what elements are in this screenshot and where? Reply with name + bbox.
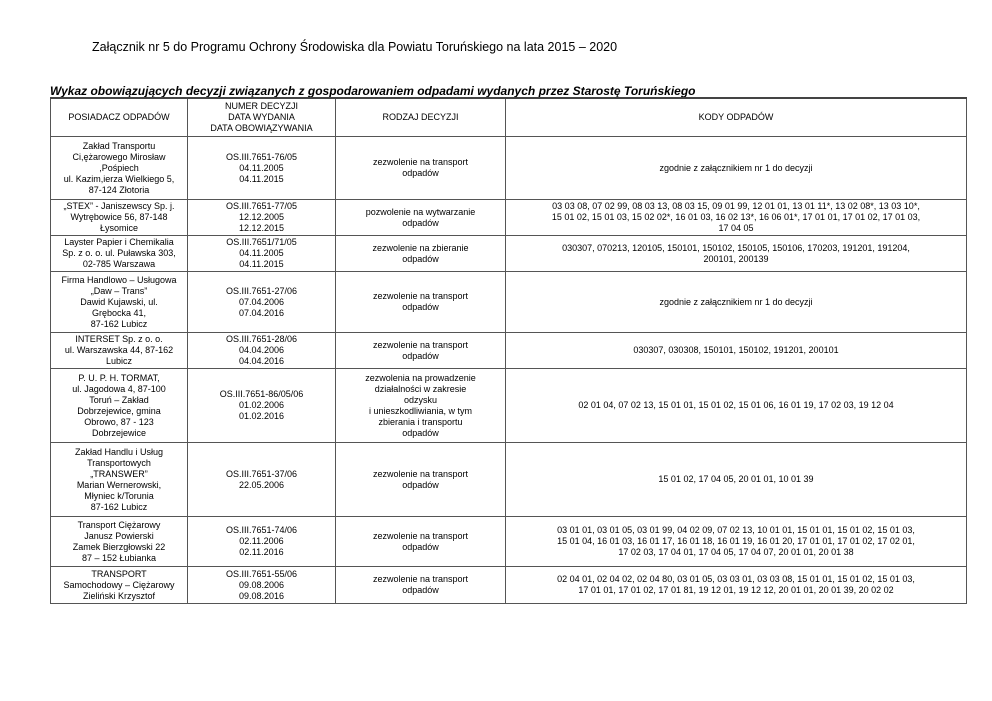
table-row (51, 443, 967, 517)
cell-number: OS.III.7651-28/06 04.04.2006 04.04.2016 (188, 333, 336, 369)
cell-holder: INTERSET Sp. z o. o. ul. Warszawska 44, 87-162 Lubicz (51, 333, 188, 369)
cell-type: zezwolenie na transport odpadów (336, 333, 506, 369)
cell-codes: 02 01 04, 07 02 13, 15 01 01, 15 01 02, 15 01 06, 16 01 19, 17 02 03, 19 12 04 (506, 369, 967, 443)
cell-number: OS.III.7651-74/06 02.11.2006 02.11.2016 (188, 517, 336, 567)
table-row (51, 369, 967, 443)
cell-codes: zgodnie z załącznikiem nr 1 do decyzji (506, 272, 967, 333)
column-header-waste-codes: KODY ODPADÓW (506, 98, 967, 137)
cell-codes: 03 03 08, 07 02 99, 08 03 13, 08 03 15, 09 01 99, 12 01 01, 13 01 11*, 13 02 08*, 13 03 10*, 15 01 02, 15 01 03, 15 02 02*, 16 01 03, 16 02 13*, 16 06 01*, 17 01 01, 17 01 02, 17 01 03, 17 04 05 (506, 200, 967, 236)
cell-codes: zgodnie z załącznikiem nr 1 do decyzji (506, 137, 967, 200)
cell-holder: Layster Papier i Chemikalia Sp. z o. o. ul. Puławska 303, 02-785 Warszawa (51, 236, 188, 272)
table-row (51, 272, 967, 333)
cell-type: zezwolenie na transport odpadów (336, 517, 506, 567)
cell-type: zezwolenie na zbieranie odpadów (336, 236, 506, 272)
cell-type: zezwolenie na transport odpadów (336, 137, 506, 200)
table-title: Wykaz obowiązujących decyzji związanych z gospodarowaniem odpadami wydanych przez Starostę Toruńskiego (50, 84, 696, 98)
column-header-decision-type: RODZAJ DECYZJI (336, 98, 506, 137)
table-row (51, 517, 967, 567)
cell-codes: 030307, 070213, 120105, 150101, 150102, 150105, 150106, 170203, 191201, 191204, 200101, 200139 (506, 236, 967, 272)
document-header: Załącznik nr 5 do Programu Ochrony Środowiska dla Powiatu Toruńskiego na lata 2015 – 2020 (92, 40, 618, 54)
cell-number: OS.III.7651-27/06 07.04.2006 07.04.2016 (188, 272, 336, 333)
cell-number: OS.III.7651/71/05 04.11.2005 04.11.2015 (188, 236, 336, 272)
cell-holder: TRANSPORT Samochodowy – Ciężarowy Zieliński Krzysztof (51, 567, 188, 604)
cell-number: OS.III.7651-55/06 09.08.2006 09.08.2016 (188, 567, 336, 604)
cell-holder: P. U. P. H. TORMAT, ul. Jagodowa 4, 87-100 Toruń – Zakład Dobrzejewice, gmina Obrowo, 87 - 123 Dobrzejewice (51, 369, 188, 443)
cell-type: zezwolenia na prowadzenie działalności w zakresie odzysku i unieszkodliwiania, w tym zbierania i transportu odpadów (336, 369, 506, 443)
table-row (51, 236, 967, 272)
cell-holder: Transport Ciężarowy Janusz Powierski Zamek Bierzgłowski 22 87 – 152 Łubianka (51, 517, 188, 567)
cell-holder: „STEX” - Janiszewscy Sp. j. Wytrębowice 56, 87-148 Łysomice (51, 200, 188, 236)
cell-codes: 15 01 02, 17 04 05, 20 01 01, 10 01 39 (506, 443, 967, 517)
column-header-decision-number: NUMER DECYZJI DATA WYDANIA DATA OBOWIĄZYWANIA (188, 98, 336, 137)
cell-number: OS.III.7651-77/05 12.12.2005 12.12.2015 (188, 200, 336, 236)
table-row (51, 567, 967, 604)
table-row (51, 137, 967, 200)
cell-number: OS.III.7651-37/06 22.05.2006 (188, 443, 336, 517)
decisions-table (50, 97, 967, 604)
table-row (51, 200, 967, 236)
cell-codes: 03 01 01, 03 01 05, 03 01 99, 04 02 09, 07 02 13, 10 01 01, 15 01 01, 15 01 02, 15 01 03, 15 01 04, 16 01 03, 16 01 17, 16 01 18, 16 01 19, 16 01 20, 17 01 01, 17 01 02, 17 02 01, 17 02 03, 17 04 01, 17 04 05, 17 04 07, 20 01 01, 20 01 38 (506, 517, 967, 567)
cell-codes: 030307, 030308, 150101, 150102, 191201, 200101 (506, 333, 967, 369)
cell-type: zezwolenie na transport odpadów (336, 567, 506, 604)
cell-number: OS.III.7651-86/05/06 01.02.2006 01.02.2016 (188, 369, 336, 443)
table-row (51, 333, 967, 369)
cell-number: OS.III.7651-76/05 04.11.2005 04.11.2015 (188, 137, 336, 200)
cell-codes: 02 04 01, 02 04 02, 02 04 80, 03 01 05, 03 03 01, 03 03 08, 15 01 01, 15 01 02, 15 01 03, 17 01 01, 17 01 02, 17 01 81, 19 12 01, 19 12 12, 20 01 01, 20 01 39, 20 02 02 (506, 567, 967, 604)
column-header-holder: POSIADACZ ODPADÓW (51, 98, 188, 137)
cell-holder: Zakład Transportu Ci,ężarowego Mirosław ,Pośpiech ul. Kazim,ierza Wielkiego 5, 87-124 Złotoria (51, 137, 188, 200)
table-header-row (51, 98, 967, 137)
cell-holder: Zakład Handlu i Usług Transportowych „TRANSWER” Marian Wernerowski, Młyniec k/Torunia 87-162 Lubicz (51, 443, 188, 517)
cell-type: zezwolenie na transport odpadów (336, 443, 506, 517)
cell-type: pozwolenie na wytwarzanie odpadów (336, 200, 506, 236)
cell-holder: Firma Handlowo – Usługowa „Daw – Trans” Dawid Kujawski, ul. Grębocka 41, 87-162 Lubicz (51, 272, 188, 333)
cell-type: zezwolenie na transport odpadów (336, 272, 506, 333)
